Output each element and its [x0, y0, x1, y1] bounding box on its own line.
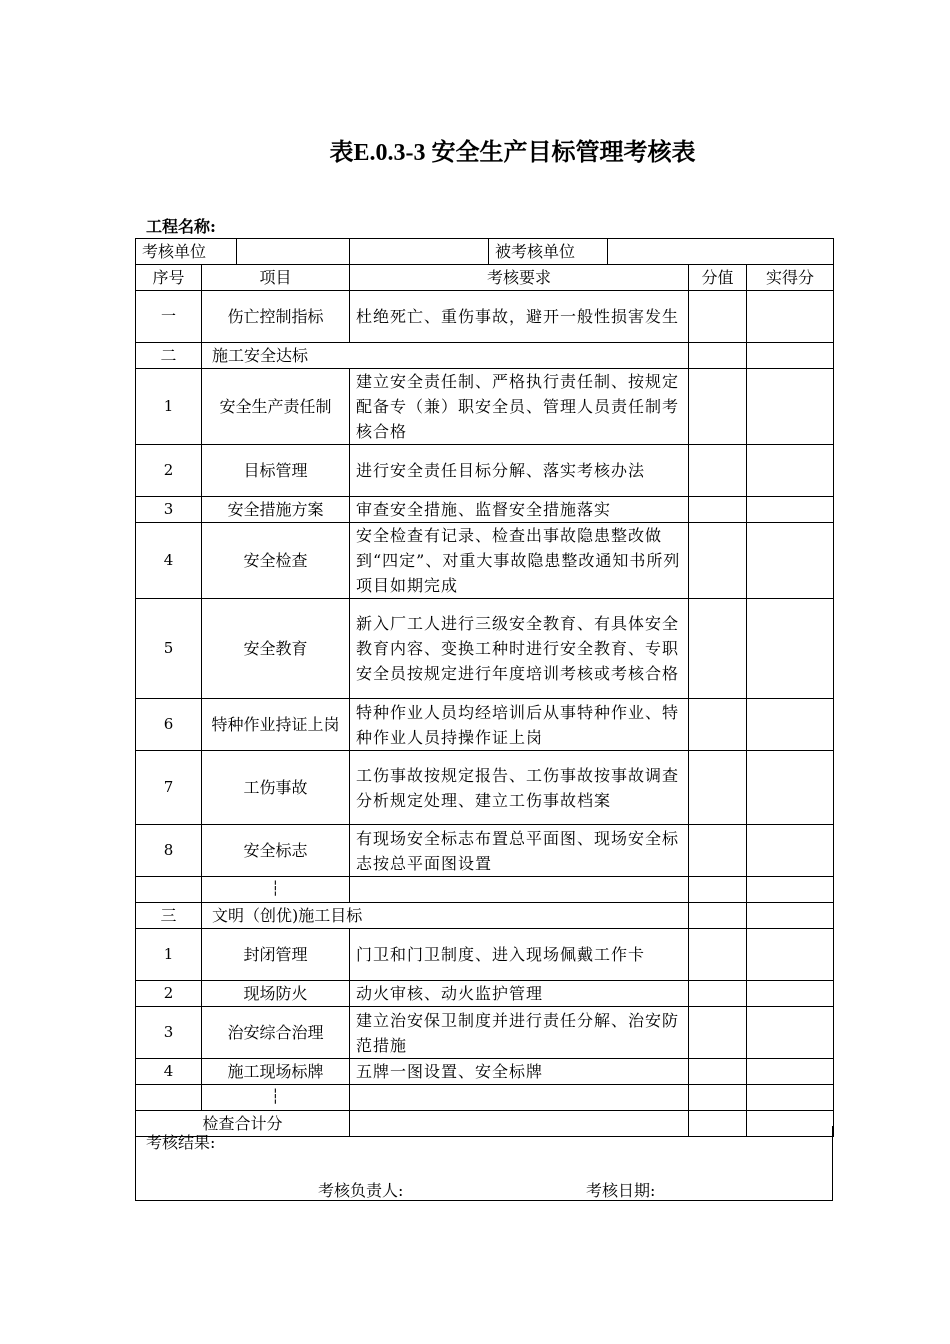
target-unit-label: 被考核单位: [488, 239, 608, 264]
col-actual-header: 实得分: [747, 265, 834, 291]
row-requirement: 建立安全责任制、严格执行责任制、按规定配备专（兼）职安全员、管理人员责任制考核合格: [350, 369, 689, 445]
row-no: [136, 1085, 202, 1111]
col-no-header: 序号: [136, 265, 202, 291]
actual-cell[interactable]: [747, 343, 834, 369]
row-item: ┆: [202, 1085, 350, 1111]
table-row: [136, 1085, 834, 1111]
score-cell[interactable]: [689, 1007, 747, 1059]
result-label: 考核结果:: [146, 1133, 216, 1152]
table-row: [136, 751, 834, 825]
row-item: 安全生产责任制: [202, 369, 350, 445]
actual-cell[interactable]: [747, 1085, 834, 1111]
score-cell[interactable]: [689, 699, 747, 751]
row-item: 特种作业持证上岗: [202, 699, 350, 751]
row-requirement: 进行安全责任目标分解、落实考核办法: [350, 445, 689, 497]
table-row: [136, 599, 834, 699]
row-no: 4: [136, 1059, 202, 1085]
row-no: 三: [136, 903, 202, 929]
table-row: [136, 445, 834, 497]
total-label: 检查合计分: [136, 1111, 350, 1137]
row-no: 1: [136, 369, 202, 445]
row-no: 3: [136, 497, 202, 523]
score-cell[interactable]: [689, 291, 747, 343]
row-no: 二: [136, 343, 202, 369]
table-row: [136, 1059, 834, 1085]
section-title: 施工安全达标: [202, 343, 689, 369]
row-no: [136, 877, 202, 903]
row-item: 目标管理: [202, 445, 350, 497]
row-requirement: 动火审核、动火监护管理: [350, 981, 689, 1007]
row-requirement: 新入厂工人进行三级安全教育、有具体安全教育内容、变换工种时进行安全教育、专职安全员按规定进行年度培训考核或考核合格: [350, 599, 689, 699]
row-requirement: [350, 1085, 689, 1111]
row-item: 封闭管理: [202, 929, 350, 981]
row-item: 安全措施方案: [202, 497, 350, 523]
col-score-header: 分值: [689, 265, 747, 291]
table-row: [136, 877, 834, 903]
unit-row: [136, 239, 834, 265]
score-cell[interactable]: [689, 343, 747, 369]
actual-cell[interactable]: [747, 751, 834, 825]
score-cell[interactable]: [689, 497, 747, 523]
project-name-label: 工程名称:: [146, 217, 216, 236]
actual-cell[interactable]: [747, 981, 834, 1007]
row-item: 治安综合治理: [202, 1007, 350, 1059]
row-no: 4: [136, 523, 202, 599]
actual-cell[interactable]: [747, 369, 834, 445]
table-row: [136, 699, 834, 751]
result-box: [135, 1126, 833, 1201]
page-title: 表E.0.3-3 安全生产目标管理考核表: [329, 140, 696, 166]
score-cell[interactable]: [689, 929, 747, 981]
row-item: 安全教育: [202, 599, 350, 699]
row-item: 安全检查: [202, 523, 350, 599]
score-cell[interactable]: [689, 523, 747, 599]
row-item: 工伤事故: [202, 751, 350, 825]
row-no: 一: [136, 291, 202, 343]
actual-cell[interactable]: [747, 1007, 834, 1059]
row-item: 现场防火: [202, 981, 350, 1007]
actual-cell[interactable]: [747, 291, 834, 343]
actual-cell[interactable]: [747, 929, 834, 981]
row-requirement: 五牌一图设置、安全标牌: [350, 1059, 689, 1085]
row-item: ┆: [202, 877, 350, 903]
score-cell[interactable]: [689, 369, 747, 445]
row-item: 伤亡控制指标: [202, 291, 350, 343]
date-label: 考核日期:: [586, 1181, 656, 1200]
table-row: [136, 903, 834, 929]
row-requirement: 建立治安保卫制度并进行责任分解、治安防范措施: [350, 1007, 689, 1059]
score-cell[interactable]: [689, 981, 747, 1007]
score-cell[interactable]: [689, 825, 747, 877]
row-no: 8: [136, 825, 202, 877]
score-cell[interactable]: [689, 1085, 747, 1111]
row-requirement: 有现场安全标志布置总平面图、现场安全标志按总平面图设置: [350, 825, 689, 877]
row-no: 7: [136, 751, 202, 825]
row-item: 施工现场标牌: [202, 1059, 350, 1085]
table-row: [136, 369, 834, 445]
row-requirement: 工伤事故按规定报告、工伤事故按事故调查分析规定处理、建立工伤事故档案: [350, 751, 689, 825]
actual-cell[interactable]: [747, 599, 834, 699]
score-cell[interactable]: [689, 751, 747, 825]
column-header-row: [136, 265, 834, 291]
actual-cell[interactable]: [747, 523, 834, 599]
score-cell[interactable]: [689, 445, 747, 497]
row-no: 5: [136, 599, 202, 699]
score-cell[interactable]: [689, 1059, 747, 1085]
responsible-label: 考核负责人:: [318, 1181, 404, 1200]
score-cell[interactable]: [689, 599, 747, 699]
row-no: 3: [136, 1007, 202, 1059]
table-row: [136, 291, 834, 343]
col-req-header: 考核要求: [350, 265, 689, 291]
row-item: 安全标志: [202, 825, 350, 877]
row-no: 2: [136, 445, 202, 497]
row-requirement: 安全检查有记录、检查出事故隐患整改做到“四定”、对重大事故隐患整改通知书所列项目如期完成: [350, 523, 689, 599]
unit-value[interactable]: [237, 239, 349, 264]
table-row: [136, 497, 834, 523]
row-no: 6: [136, 699, 202, 751]
table-row: [136, 1007, 834, 1059]
actual-cell[interactable]: [747, 445, 834, 497]
table-row: [136, 981, 834, 1007]
row-requirement: 杜绝死亡、重伤事故，避开一般性损害发生: [350, 291, 689, 343]
row-requirement: [350, 877, 689, 903]
section-title: 文明（创优)施工目标: [202, 903, 689, 929]
row-requirement: 特种作业人员均经培训后从事特种作业、特种作业人员持操作证上岗: [350, 699, 689, 751]
actual-cell[interactable]: [747, 877, 834, 903]
table-row: [136, 523, 834, 599]
score-cell[interactable]: [689, 877, 747, 903]
actual-cell[interactable]: [747, 1059, 834, 1085]
target-unit-value[interactable]: [608, 239, 833, 264]
col-item-header: 项目: [202, 265, 350, 291]
row-requirement: 门卫和门卫制度、进入现场佩戴工作卡: [350, 929, 689, 981]
score-cell[interactable]: [689, 903, 747, 929]
row-no: 2: [136, 981, 202, 1007]
actual-cell[interactable]: [747, 825, 834, 877]
table-row: [136, 343, 834, 369]
unit-label: 考核单位: [136, 239, 237, 264]
row-requirement: 审查安全措施、监督安全措施落实: [350, 497, 689, 523]
row-no: 1: [136, 929, 202, 981]
actual-cell[interactable]: [747, 699, 834, 751]
actual-cell[interactable]: [747, 497, 834, 523]
table-row: [136, 825, 834, 877]
table-row: [136, 929, 834, 981]
actual-cell[interactable]: [747, 903, 834, 929]
assessment-table: [135, 238, 834, 1137]
